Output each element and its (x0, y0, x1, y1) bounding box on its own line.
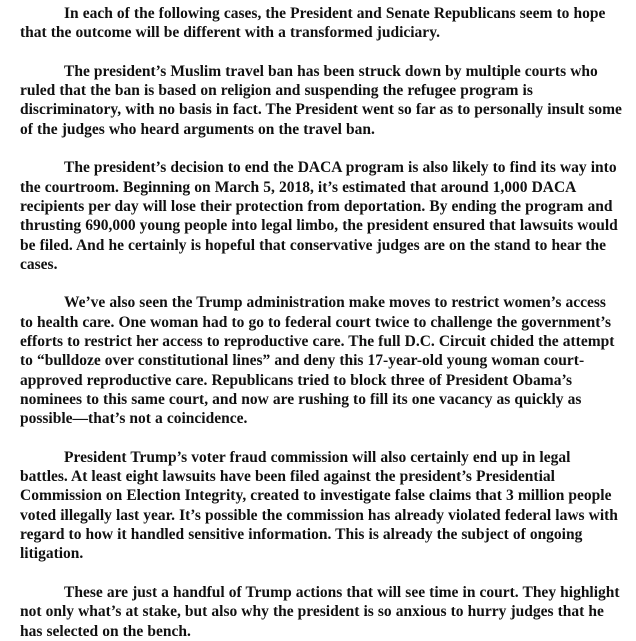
paragraph-conclusion: These are just a handful of Trump actions that will see time in court. They highlight not only what’s at stake, but also why the president is so anxious to hurry judges that he has selected on the bench. (20, 583, 620, 640)
paragraph-voter-fraud-commission: President Trump’s voter fraud commission will also certainly end up in legal battles. At least eight lawsuits have been filed against the president’s Presidential Commission on Election Integrity, created to investigate false claims that 3 million people voted illegally last year. It’s possible the commission has already violated federal laws with regard to how it handled sensitive information. This is already the subject of ongoing litigation. (20, 448, 618, 563)
paragraph-health-care: We’ve also seen the Trump administration make moves to restrict women’s access to health care. One woman had to go to federal court twice to challenge the government’s efforts to restrict her access to reproductive care. The full D.C. Circuit chided the attempt to “bulldoze over constitutional lines” and deny this 17-year-old young woman court-approved reproductive care. Republicans tried to block three of President Obama’s nominees to this same court, and now are rushing to fill its one vacancy as quickly as possible—that’s not a coincidence. (20, 294, 615, 428)
paragraph-daca: The president’s decision to end the DACA program is also likely to find its way into the courtroom. Beginning on March 5, 2018, it’s estimated that around 1,000 DACA recipients per day will lose their protection from deportation. By ending the program and thrusting 690,000 young people into legal limbo, the president ensured that lawsuits would be filed. And he certainly is hopeful that conservative judges are on the stand to hear the cases. (20, 159, 618, 273)
paragraph-intro: In each of the following cases, the President and Senate Republicans seem to hope that the outcome will be different with a transformed judiciary. (20, 5, 606, 42)
paragraph-travel-ban: The president’s Muslim travel ban has been struck down by multiple courts who ruled that the ban is based on religion and suspending the refugee program is discriminatory, with no basis in fact. The President went so far as to personally insult some of the judges who heard arguments on the travel ban. (20, 62, 622, 138)
